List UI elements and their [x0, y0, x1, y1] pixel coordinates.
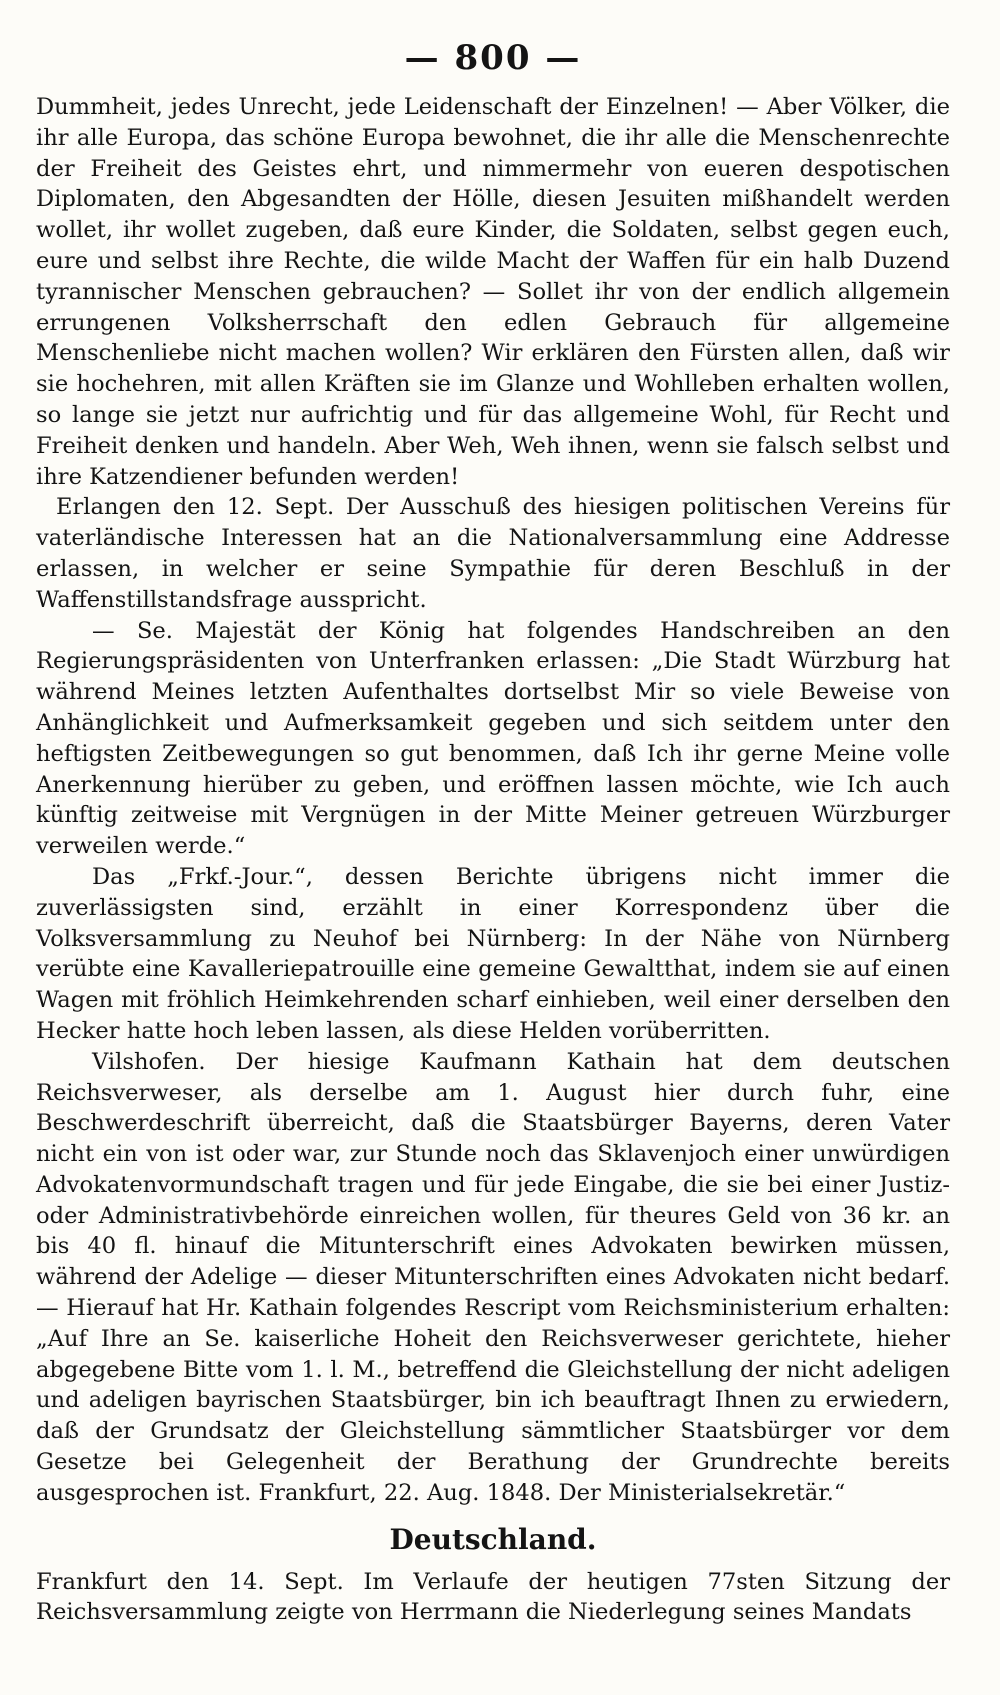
paragraph-erlangen: Erlangen den 12. Sept. Der Ausschuß des hiesigen politischen Vereins für vaterländische Interessen hat an die Nationalversammlung eine Addresse erlassen, in welcher er seine Sympathie für deren Beschluß in der Waffenstillstandsfrage ausspricht.: [36, 494, 950, 613]
paragraph-vilshofen: Vilshofen. Der hiesige Kaufmann Kathain hat dem deutschen Reichsverweser, als derselbe am 1. August hier durch fuhr, eine Beschwerdeschrift überreicht, daß die Staatsbürger Bayerns, deren Vater nicht ein von ist oder war, zur Stunde noch das Sklavenjoch einer unwürdigen Advokatenvormundschaft tragen und für jede Eingabe, die sie bei einer Justiz- oder Administrativbehörde einreichen wollen, für theures Geld von 36 kr. an bis 40 fl. hinauf die Mitunterschrift eines Advokaten bewirken müssen, während der Adelige — dieser Mitunterschriften eines Advokaten nicht bedarf. — Hierauf hat Hr. Kathain folgendes Rescript vom Reichsministerium erhalten: „Auf Ihre an Se. kaiserliche Hoheit den Reichsverweser gerichtete, hieher abgegebene Bitte vom 1. l. M., betreffend die Gleichstellung der nicht adeligen und adeligen bayrischen Staatsbürger, bin ich beauftragt Ihnen zu erwiedern, daß der Grundsatz der Gleichstellung sämmtlicher Staatsbürger vor dem Gesetze bei Gelegenheit der Berathung der Grundrechte bereits ausgesprochen ist. Frankfurt, 22. Aug. 1848. Der Ministerialsekretär.“: [36, 1048, 950, 1506]
page-number: — 800 —: [404, 38, 582, 78]
article-body: [36, 92, 950, 1628]
paragraph-frkf-jour: Das „Frkf.-Jour.“, dessen Berichte übrigens nicht immer die zuverlässigsten sind, erzählt in einer Korrespondenz über die Volksversammlung zu Neuhof bei Nürnberg: In der Nähe von Nürnberg verübte eine Kavalleriepatrouille eine gemeine Gewaltthat, indem sie auf einen Wagen mit fröhlich Heimkehrenden scharf einhieben, weil einer derselben den Hecker hatte hoch leben lassen, als diese Helden vorüberritten.: [36, 863, 950, 1044]
paragraph-voelker-appeal: Dummheit, jedes Unrecht, jede Leidenschaft der Einzelnen! — Aber Völker, die ihr alle Europa, das schöne Europa bewohnet, die ihr alle die Menschenrechte der Freiheit des Geistes ehrt, und nimmermehr von eueren despotischen Diplomaten, den Abgesandten der Hölle, diesen Jesuiten mißhandelt werden wollet, ihr wollet zugeben, daß eure Kinder, die Soldaten, selbst gegen euch, eure und selbst ihre Rechte, die wilde Macht der Waffen für ein halb Duzend tyrannischer Menschen gebrauchen? — Sollet ihr von der endlich allgemein errungenen Volksherrschaft den edlen Gebrauch für allgemeine Menschenliebe nicht machen wollen? Wir erklären den Fürsten allen, daß wir sie hochehren, mit allen Kräften sie im Glanze und Wohlleben erhalten wollen, so lange sie jetzt nur aufrichtig und für das allgemeine Wohl, für Recht und Freiheit denken und handeln. Aber Weh, Weh ihnen, wenn sie falsch selbst und ihre Katzendiener befunden werden!: [36, 94, 950, 490]
section-heading: Deutschland.: [389, 1522, 597, 1556]
paragraph-king-letter: — Se. Majestät der König hat folgendes Handschreiben an den Regierungspräsidenten von Unterfranken erlassen: „Die Stadt Würzburg hat während Meines letzten Aufenthaltes dortselbst Mir so viele Beweise von Anhänglichkeit und Aufmerksamkeit gegeben und sich seitdem unter den heftigsten Zeitbewegungen so gut benommen, daß Ich ihr gerne Meine volle Anerkennung hierüber zu geben, und eröffnen lassen möchte, wie Ich auch künftig zeitweise mit Vergnügen in der Mitte Meiner getreuen Würzburger verweilen werde.“: [36, 617, 950, 860]
paragraph-frankfurt: Frankfurt den 14. Sept. Im Verlaufe der heutigen 77sten Sitzung der Reichsversammlung zeigte von Herrmann die Niederlegung seines Mandats: [36, 1568, 950, 1626]
